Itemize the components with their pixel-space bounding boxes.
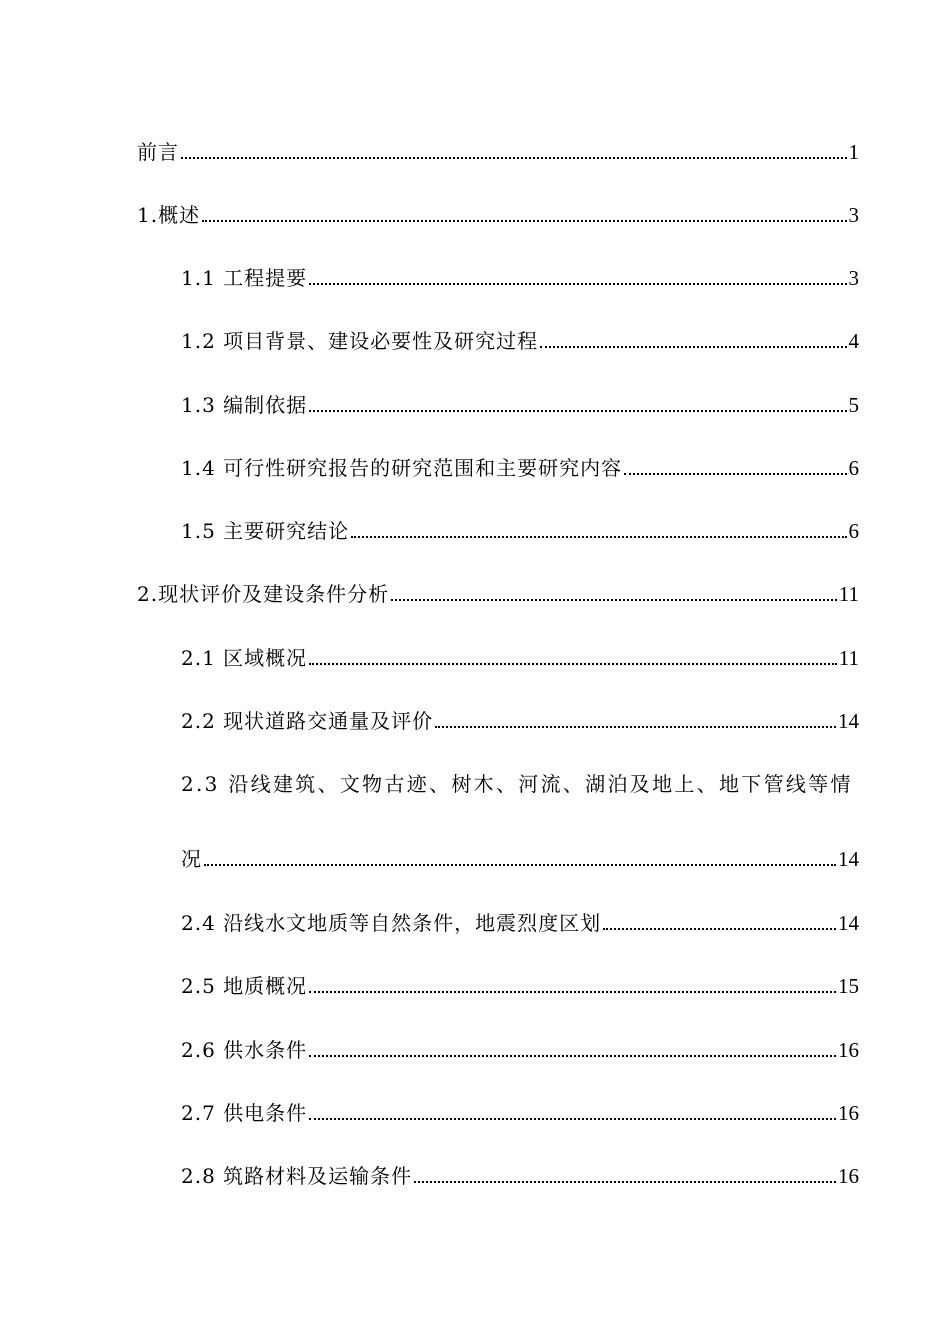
toc-leader-dots: [624, 473, 846, 475]
toc-leader-dots: [391, 599, 837, 601]
toc-entry-label: 2.8 筑路材料及运输条件: [181, 1164, 413, 1188]
toc-entry-1-5[interactable]: [181, 519, 859, 543]
toc-entry-1-4[interactable]: [181, 456, 859, 480]
toc-entry-2-3-line1[interactable]: 2.3 沿线建筑、文物古迹、树木、河流、湖泊及地上、地下管线等情: [181, 772, 853, 796]
toc-entry-label: 2.2 现状道路交通量及评价: [181, 709, 434, 733]
toc-entry-2-1[interactable]: [181, 646, 859, 670]
toc-entry-1[interactable]: [137, 203, 859, 227]
toc-entry-label: 2.6 供水条件: [181, 1038, 308, 1062]
toc-entry-label: 1.2 项目背景、建设必要性及研究过程: [181, 329, 539, 353]
toc-entry-2-8[interactable]: [181, 1164, 859, 1188]
toc-entry-label: 前言: [137, 140, 179, 164]
toc-entry-page: 14: [838, 911, 859, 935]
toc-entry-page: 6: [848, 519, 859, 543]
toc-entry-page: 4: [848, 329, 859, 353]
toc-entry-page: 16: [838, 1038, 859, 1062]
toc-entry-page: 1: [848, 140, 859, 164]
toc-entry-1-2[interactable]: [181, 329, 859, 353]
toc-entry-1-3[interactable]: [181, 393, 859, 417]
toc-entry-2-4[interactable]: [181, 911, 859, 935]
toc-entry-page: 5: [848, 393, 859, 417]
toc-entry-page: 15: [838, 974, 859, 998]
toc-leader-dots: [181, 157, 847, 159]
toc-entry-1-1[interactable]: [181, 266, 859, 290]
toc-leader-dots: [309, 283, 846, 285]
toc-entry-page: 16: [838, 1164, 859, 1188]
toc-entry-2-5[interactable]: [181, 974, 859, 998]
toc-entry-label: 2.现状评价及建设条件分析: [137, 582, 390, 606]
toc-entry-label: 1.4 可行性研究报告的研究范围和主要研究内容: [181, 456, 623, 480]
toc-entry-2-6[interactable]: [181, 1038, 859, 1062]
toc-entry-label: 2.4 沿线水文地质等自然条件，地震烈度区划: [181, 911, 602, 935]
toc-leader-dots: [435, 726, 836, 728]
toc-entry-2-2[interactable]: [181, 709, 859, 733]
toc-entry-page: 14: [838, 709, 859, 733]
toc-leader-dots: [603, 928, 836, 930]
toc-leader-dots: [309, 1118, 836, 1120]
toc-leader-dots: [204, 864, 836, 866]
toc-leader-dots: [202, 220, 846, 222]
toc-entry-label: 1.3 编制依据: [181, 393, 308, 417]
toc-entry-label: 2.1 区域概况: [181, 646, 308, 670]
toc-leader-dots: [309, 1055, 836, 1057]
toc-entry-label: 1.5 主要研究结论: [181, 519, 350, 543]
toc-leader-dots: [309, 663, 837, 665]
toc-entry-2-7[interactable]: [181, 1101, 859, 1125]
toc-leader-dots: [414, 1181, 836, 1183]
toc-entry-label: 1.1 工程提要: [181, 266, 308, 290]
toc-entry-preface[interactable]: [137, 140, 859, 164]
toc-entry-label: 况: [181, 847, 202, 871]
toc-entry-2[interactable]: [137, 582, 859, 606]
toc-leader-dots: [309, 991, 836, 993]
toc-entry-page: 11: [838, 582, 859, 606]
toc-entry-page: 16: [838, 1101, 859, 1125]
toc-entry-page: 14: [838, 847, 859, 871]
toc-leader-dots: [309, 410, 846, 412]
toc-leader-dots: [540, 346, 846, 348]
toc-entry-label: 2.7 供电条件: [181, 1101, 308, 1125]
toc-entry-2-3[interactable]: [181, 847, 859, 871]
toc-entry-page: 11: [838, 646, 859, 670]
toc-entry-label: 2.5 地质概况: [181, 974, 308, 998]
toc-entry-page: 6: [848, 456, 859, 480]
toc-leader-dots: [351, 536, 846, 538]
toc-entry-label: 1.概述: [137, 203, 201, 227]
toc-entry-page: 3: [848, 266, 859, 290]
toc-entry-page: 3: [848, 203, 859, 227]
